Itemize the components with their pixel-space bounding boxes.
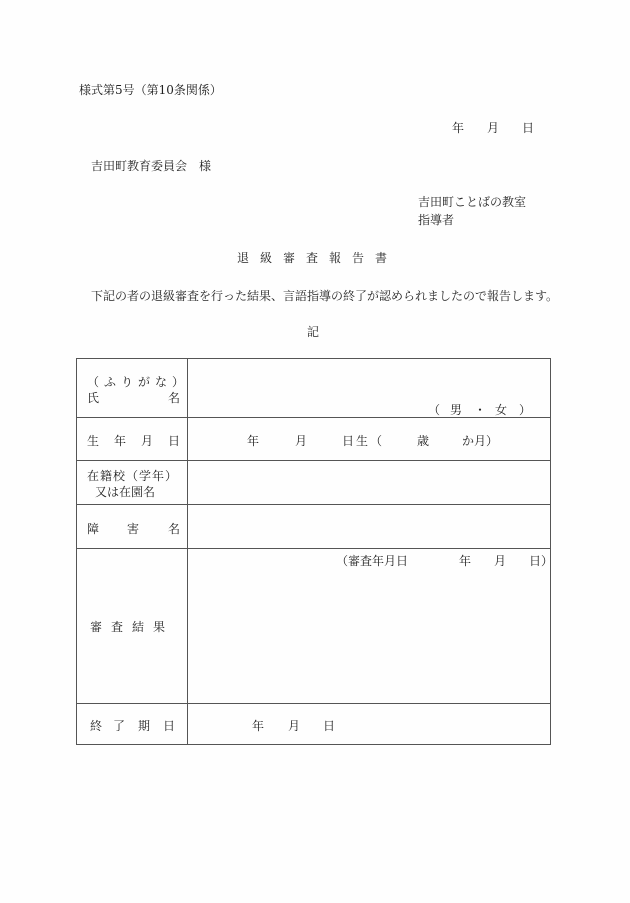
result-label-3: 結 (132, 620, 145, 634)
form-number: 様式第5号（第10条関係） (79, 83, 222, 97)
date-month: 月 (487, 121, 500, 135)
gender-female: 女 (495, 403, 508, 417)
birth-label-3: 月 (141, 434, 154, 448)
end-date-day: 日 (323, 719, 336, 733)
exam-date-year: 年 (459, 554, 472, 568)
disability-label-2: 害 (127, 522, 140, 536)
furigana-label: （ふりがな） (87, 375, 190, 389)
body-text: 下記の者の退級審査を行った結果、言語指導の終了が認められましたので報告します。 (91, 289, 559, 303)
disability-field[interactable] (188, 505, 551, 549)
row-end-date (77, 704, 551, 745)
result-label-1: 審 (90, 620, 103, 634)
result-label-4: 果 (153, 620, 166, 634)
exam-date-month: 月 (494, 554, 507, 568)
school-label-cell (77, 461, 188, 505)
row-school (77, 461, 551, 505)
end-date-month: 月 (288, 719, 301, 733)
date-day: 日 (522, 121, 535, 135)
date-year: 年 (452, 121, 465, 135)
result-label-cell (77, 549, 188, 704)
end-date-label-4: 日 (163, 719, 176, 733)
disability-label-cell (77, 505, 188, 549)
end-date-label-2: 了 (113, 719, 126, 733)
end-date-year: 年 (252, 719, 265, 733)
gender-open: （ (428, 403, 441, 417)
result-label-2: 査 (111, 620, 124, 634)
birth-age: 歳 (417, 434, 430, 448)
end-date-label-3: 期 (138, 719, 151, 733)
end-date-label-cell (77, 704, 188, 745)
gender-close: ） (519, 403, 532, 417)
birth-month: 月 (295, 434, 308, 448)
birth-label-1: 生 (87, 434, 100, 448)
school-field[interactable] (188, 461, 551, 505)
exam-date-label: （審査年月日 (336, 554, 409, 568)
report-table (76, 358, 554, 745)
row-birth (77, 418, 551, 461)
school-label-line1: 在籍校（学年） (87, 469, 179, 483)
addressee: 吉田町教育委員会 様 (91, 159, 212, 173)
disability-label-3: 名 (168, 522, 181, 536)
sender-org: 吉田町ことばの教室 (418, 195, 527, 209)
name-label-1: 氏 (87, 391, 100, 405)
row-disability (77, 505, 551, 549)
sender-role: 指導者 (418, 213, 455, 227)
row-result (77, 549, 551, 704)
birth-label-2: 年 (114, 434, 127, 448)
school-label-line2: 又は在園名 (95, 485, 156, 499)
birth-day: 日生（ (342, 434, 385, 448)
birth-months: か月） (462, 434, 499, 448)
gender-dot: ・ (474, 403, 487, 417)
ki-label: 記 (307, 325, 320, 339)
exam-date-day: 日） (529, 554, 554, 568)
name-field[interactable] (188, 359, 551, 418)
row-name (77, 359, 551, 418)
gender-male: 男 (450, 403, 463, 417)
disability-label-1: 障 (87, 522, 100, 536)
name-label-cell (77, 359, 188, 418)
name-label-2: 名 (168, 391, 181, 405)
end-date-field[interactable] (188, 704, 551, 745)
end-date-label-1: 終 (90, 719, 103, 733)
birth-label-4: 日 (168, 434, 181, 448)
result-field[interactable] (188, 549, 554, 704)
birth-label-cell (77, 418, 188, 461)
document-title: 退級審査報告書 (237, 251, 399, 265)
birth-field[interactable] (188, 418, 551, 461)
birth-year: 年 (247, 434, 260, 448)
